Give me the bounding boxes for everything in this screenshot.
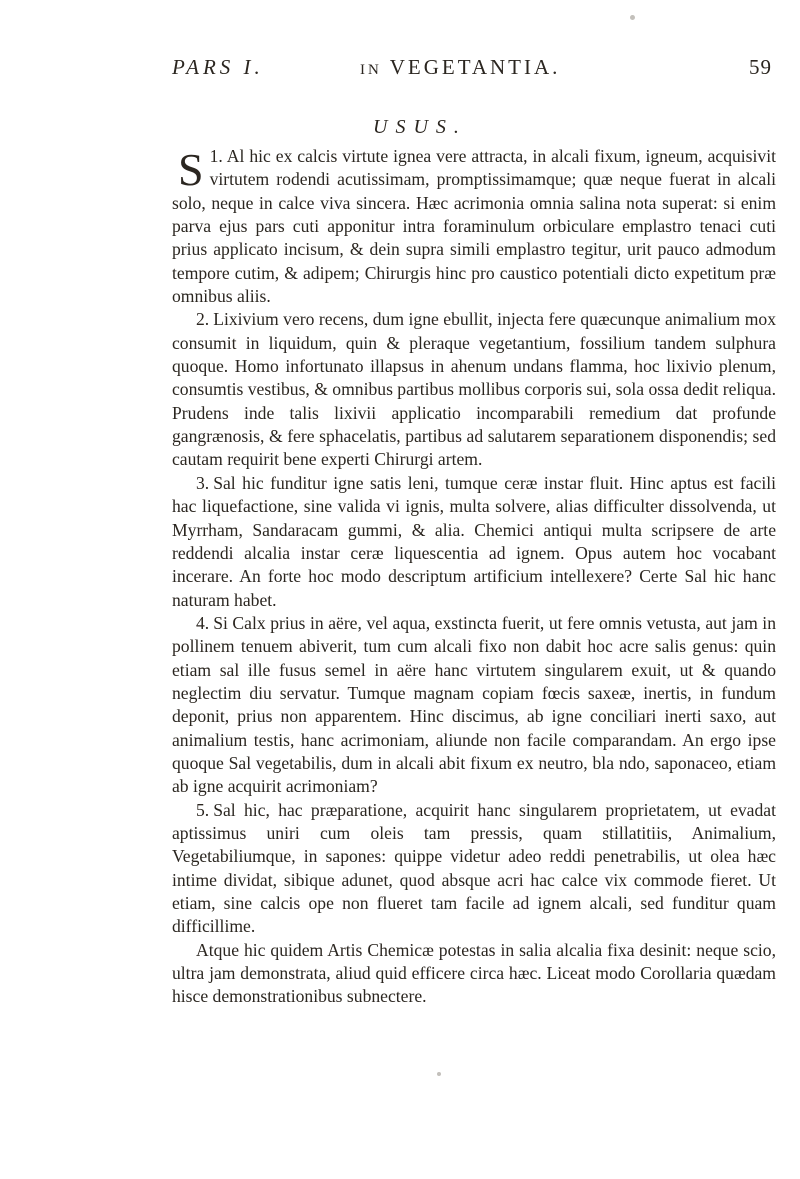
paragraph-number: 4. [196,612,210,633]
paper-speck [630,15,635,20]
paragraph-text: Atque hic quidem Artis Chemicæ potestas in salia alcalia fixa desinit: neque scio, ultra jam demonstrata, aliud quid efficere circa hæc. Liceat modo Corollaria quædam hisce demonstrationibus subnectere. [172,939,776,1007]
paragraph-1 [172,145,776,308]
paragraph-conclusion [172,939,776,1009]
paragraph-text: Sal hic, hac præparatione, acquirit hanc singularem proprietatem, ut evadat aptissimus uniri cum oleis tam pressis, quam stillatitiis, Animalium, Vegetabiliumque, in sapones: quippe videtur adeo reddi penetrabilis, ut olea hæc intime dividat, sibique adunet, quod absque acri hac calce vix commode fieret. Ut etiam, sine calcis ope non flueret tam facile ad ignem alcali, sed funditur quam difficillime. [172,799,776,937]
paper-speck [437,1072,441,1076]
paragraph-number: 2. [196,309,210,330]
page-number: 59 [749,55,772,79]
paragraph-text: Sal hic funditur igne satis leni, tumque ceræ instar fluit. Hinc aptus est facili hac liquefactione, sine valida vi ignis, multa solvere, alias difficulter dissolvenda, ut Myrrham, Sandaracam gummi, & alia. Chemici antiqui multa scripsere de arte reddendi alcalia instar ceræ liquescentia ad ignem. Opus autem hoc vocabant incerare. An forte hoc modo descriptum artificium intellexere? Certe Sal hic hanc naturam habet. [172,472,776,610]
running-head-part: PARS I. [172,55,264,79]
paragraph-4 [172,612,776,799]
paragraph-3 [172,472,776,612]
paragraph-text: Al hic ex calcis virtute ignea vere attracta, in alcali fixum, igneum, acquisivit virtutem rodendi acutissimam, promptissimamque; quæ neque fuerat in alcali solo, neque in calce viva sincera. Hæc acrimonia omnia salina nota superat: si enim parva ejus pars cuti apponitur intra foraminulum orbiculare emplastro tenaci cuti prius applicato incisum, & dein supra simili emplastro tegitur, urit pauco admodum tempore cutim, & adipem; Chirurgis hinc pro caustico potentiali dicto expetitum præ omnibus aliis. [172,146,776,307]
drop-cap: S [178,144,204,195]
paragraph-number: 1. [209,146,223,166]
running-head-prefix: IN [360,62,382,78]
body-text [172,145,776,1009]
section-heading: USUS. [373,116,467,138]
paragraph-text: Si Calx prius in aëre, vel aqua, exstincta fuerit, ut fere omnis vetusta, aut jam in pollinem tenuem abiverit, tum cum alcali fixo non dabit hoc acre salis genus: quin etiam sal ille fusus semel in aëre hanc virtutem singularem exuit, ut & quando neglectim diu servatur. Tumque magnam copiam fœcis saxeæ, inertis, in fundum deponit, prius non apparentem. Hinc discimus, ab igne conciliari inerti saxo, aut animalium testis, hanc acrimoniam, aliunde non facile comparandam. An ergo ipse quoque Sal vegetabilis, dum in alcali abit fixum ex neutro, bla ndo, saponaceo, etiam ab igne acquirit acrimoniam? [172,612,776,797]
running-head-title [360,55,560,80]
running-head [172,55,772,83]
paragraph-2 [172,308,776,471]
running-head-subject: VEGETANTIA. [389,55,561,79]
paragraph-number: 5. [196,799,210,820]
paragraph-text: Lixivium vero recens, dum igne ebullit, injecta fere quæcunque animalium mox consumit in liquidum, quin & pleraque vegetantium, fossilium tandem sulphura quoque. Homo infortunato illapsus in ahenum undans flamma, hoc lixivio plenum, consumtis vestibus, & omnibus partibus mollibus corporis sui, sola ossa dedit reliqua. Prudens inde talis lixivii applicatio incomparabili remedium dat profunde gangrænosis, & fere sphacelatis, partibus ad salutarem separationem disponendis; sed cautam requirit bene experti Chirurgi artem. [172,309,777,470]
paragraph-number: 3. [196,472,210,493]
paragraph-5 [172,799,776,939]
